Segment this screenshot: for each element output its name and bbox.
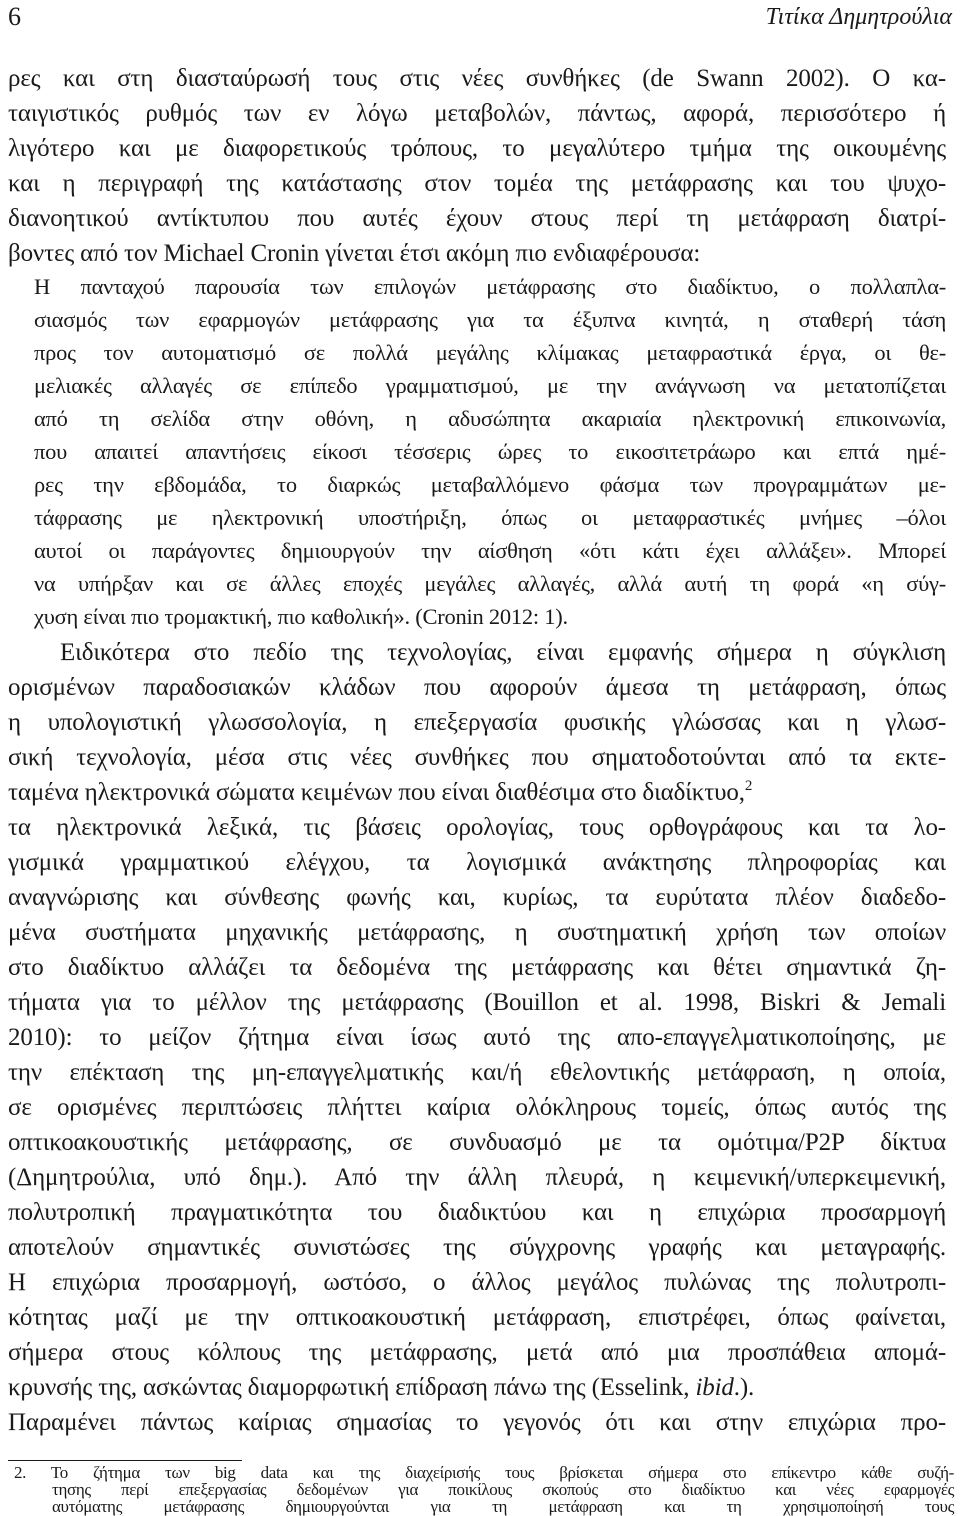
text-line: πολυτροπική πραγματικότητα του διαδικτύου και η επιχώρια προσαρμογή	[8, 1199, 946, 1226]
footnote-divider	[8, 1460, 242, 1461]
quote-line: μελιακές αλλαγές σε επίπεδο γραμματισμού, με την ανάγνωση να μετατοπίζεται	[34, 373, 946, 398]
text-line: σήμερα στους κόλπους της μετάφρασης, μετά από μια προσπάθεια απομά-	[8, 1339, 946, 1366]
text-line: μένα συστήματα μηχανικής μετάφρασης, η συστηματική χρήση των οποίων	[8, 919, 946, 946]
text-line: ρες και στη διασταύρωσή τους στις νέες συνθήκες (de Swann 2002). Ο κα-	[8, 65, 946, 92]
text-line	[8, 780, 946, 805]
text-line-content: ταμένα ηλεκτρονικά σώματα κειμένων που είναι διαθέσιμα στο διαδίκτυο,	[8, 779, 745, 806]
footnote-line: 2. Το ζήτημα των big data και της διαχείρισής τους βρίσκεται σήμερα στο επίκεντρο κάθε συζή-	[14, 1463, 954, 1482]
text-line: κότητας μαζί με την οπτικοακουστική μετάφραση, επιστρέφει, όπως φαίνεται,	[8, 1304, 946, 1331]
text-line: αναγνώρισης και σύνθεσης φωνής και, κυρίως, τα ευρύτατα πλέον διαδεδο-	[8, 884, 946, 911]
text-line-content: κρυνσής της, ασκώντας διαμορφωτική επίδραση πάνω της (Esselink,	[8, 1374, 696, 1401]
quote-line: σιασμός των εφαρμογών μετάφρασης για τα έξυπνα κινητά, η σταθερή τάση	[34, 307, 946, 332]
text-line-content: .).	[733, 1374, 755, 1401]
text-line: Παραμένει πάντως καίριας σημασίας το γεγονός ότι και στην επιχώρια προ-	[8, 1409, 946, 1436]
text-line: γισμικά γραμματικού ελέγχου, τα λογισμικά ανάκτησης πληροφορίας και	[8, 849, 946, 876]
ibid-italic: ibid	[695, 1374, 734, 1401]
text-line: Ειδικότερα στο πεδίο της τεχνολογίας, είναι εμφανής σήμερα η σύγκλιση	[60, 639, 946, 666]
text-line: λιγότερο και με διαφορετικούς τρόπους, το μεγαλύτερο τμήμα της οικουμένης	[8, 135, 946, 162]
text-line: η υπολογιστική γλωσσολογία, η επεξεργασία φυσικής γλώσσας και η γλωσ-	[8, 709, 946, 736]
text-line: (Δημητρούλια, υπό δημ.). Από την άλλη πλευρά, η κειμενική/υπερκειμενική,	[8, 1164, 946, 1191]
text-line: ορισμένων παραδοσιακών κλάδων που αφορούν άμεσα τη μετάφραση, όπως	[8, 674, 946, 701]
text-line: σε ορισμένες περιπτώσεις πλήττει καίρια ολόκληρους τομείς, όπως αυτός της	[8, 1094, 946, 1121]
quote-line: προς τον αυτοματισμό σε πολλά μεγάλης κλίμακας μεταφραστικά έργα, οι θε-	[34, 340, 946, 365]
quote-line: τάφρασης με ηλεκτρονική υποστήριξη, όπως οι μεταφραστικές μνήμες –όλοι	[34, 505, 946, 530]
text-line: 2010): το μείζον ζήτημα είναι ίσως αυτό της απο-επαγγελματικοποίησης, με	[8, 1024, 946, 1051]
text-line	[8, 1375, 754, 1400]
text-line: τα ηλεκτρονικά λεξικά, τις βάσεις ορολογίας, τους ορθογράφους και τα λο-	[8, 814, 946, 841]
text-line: την επέκταση της μη-επαγγελματικής και/ή εθελοντικής μετάφραση, η οποία,	[8, 1059, 946, 1086]
page-number: 6	[8, 2, 21, 31]
text-line: και η περιγραφή της κατάστασης στον τομέα της μετάφρασης και του ψυχο-	[8, 170, 946, 197]
text-line: αποτελούν σημαντικές συνιστώσες της σύγχρονης γραφής και μεταγραφής.	[8, 1234, 946, 1261]
text-line: Η επιχώρια προσαρμογή, ωστόσο, ο άλλος μεγάλος πυλώνας της πολυτροπι-	[8, 1269, 946, 1296]
quote-line: να υπήρξαν και σε άλλες εποχές μεγάλες αλλαγές, αλλά αυτή τη φορά «η σύγ-	[34, 571, 946, 596]
text-line: ταιγιστικός ρυθμός των εν λόγω μεταβολών, πάντως, αφορά, περισσότερο ή	[8, 100, 946, 127]
footnote-marker[interactable]: 2	[744, 778, 753, 794]
text-line: τήματα για το μέλλον της μετάφρασης (Bouillon et al. 1998, Biskri & Jemali	[8, 989, 946, 1016]
quote-line: Η πανταχού παρουσία των επιλογών μετάφρασης στο διαδίκτυο, ο πολλαπλα-	[34, 274, 946, 299]
running-head: Τιτίκα Δημητρούλια	[765, 4, 952, 30]
quote-line: αυτοί οι παράγοντες δημιουργούν την αίσθηση «ότι κάτι έχει αλλάξει». Μπορεί	[34, 538, 946, 563]
text-line: διανοητικού αντίκτυπου που αυτές έχουν στους περί τη μετάφραση διατρί-	[8, 205, 946, 232]
text-line: σική τεχνολογία, μέσα στις νέες συνθήκες που σηματοδοτούνται από τα εκτε-	[8, 744, 946, 771]
text-line: βοντες από τον Michael Cronin γίνεται έτσι ακόμη πιο ενδιαφέρουσα:	[8, 240, 701, 267]
quote-line: από τη σελίδα στην οθόνη, η αδυσώπητα ακαριαία ηλεκτρονική επικοινωνία,	[34, 406, 946, 431]
footnote-line: τησης περί επεξεργασίας δεδομένων για ποικίλους σκοπούς στο διαδίκτυο και νέες εφαρμογές	[52, 1480, 954, 1499]
page-header	[8, 2, 952, 38]
footnote-line: αυτόματης μετάφρασης δημιουργούνται για τη μετάφραση και τη χρησιμοποίησή τους	[52, 1497, 954, 1516]
quote-line: που απαιτεί απαντήσεις είκοσι τέσσερις ώρες το εικοσιτετράωρο και επτά ημέ-	[34, 439, 946, 464]
quote-line: χυση είναι πιο τρομακτική, πιο καθολική». (Cronin 2012: 1).	[34, 604, 568, 629]
quote-line: ρες την εβδομάδα, το διαρκώς μεταβαλλόμενο φάσμα των προγραμμάτων με-	[34, 472, 946, 497]
text-line: οπτικοακουστικής μετάφρασης, σε συνδυασμό με τα ομότιμα/P2P δίκτυα	[8, 1129, 946, 1156]
text-line: στο διαδίκτυο αλλάζει τα δεδομένα της μετάφρασης και θέτει σημαντικά ζη-	[8, 954, 946, 981]
